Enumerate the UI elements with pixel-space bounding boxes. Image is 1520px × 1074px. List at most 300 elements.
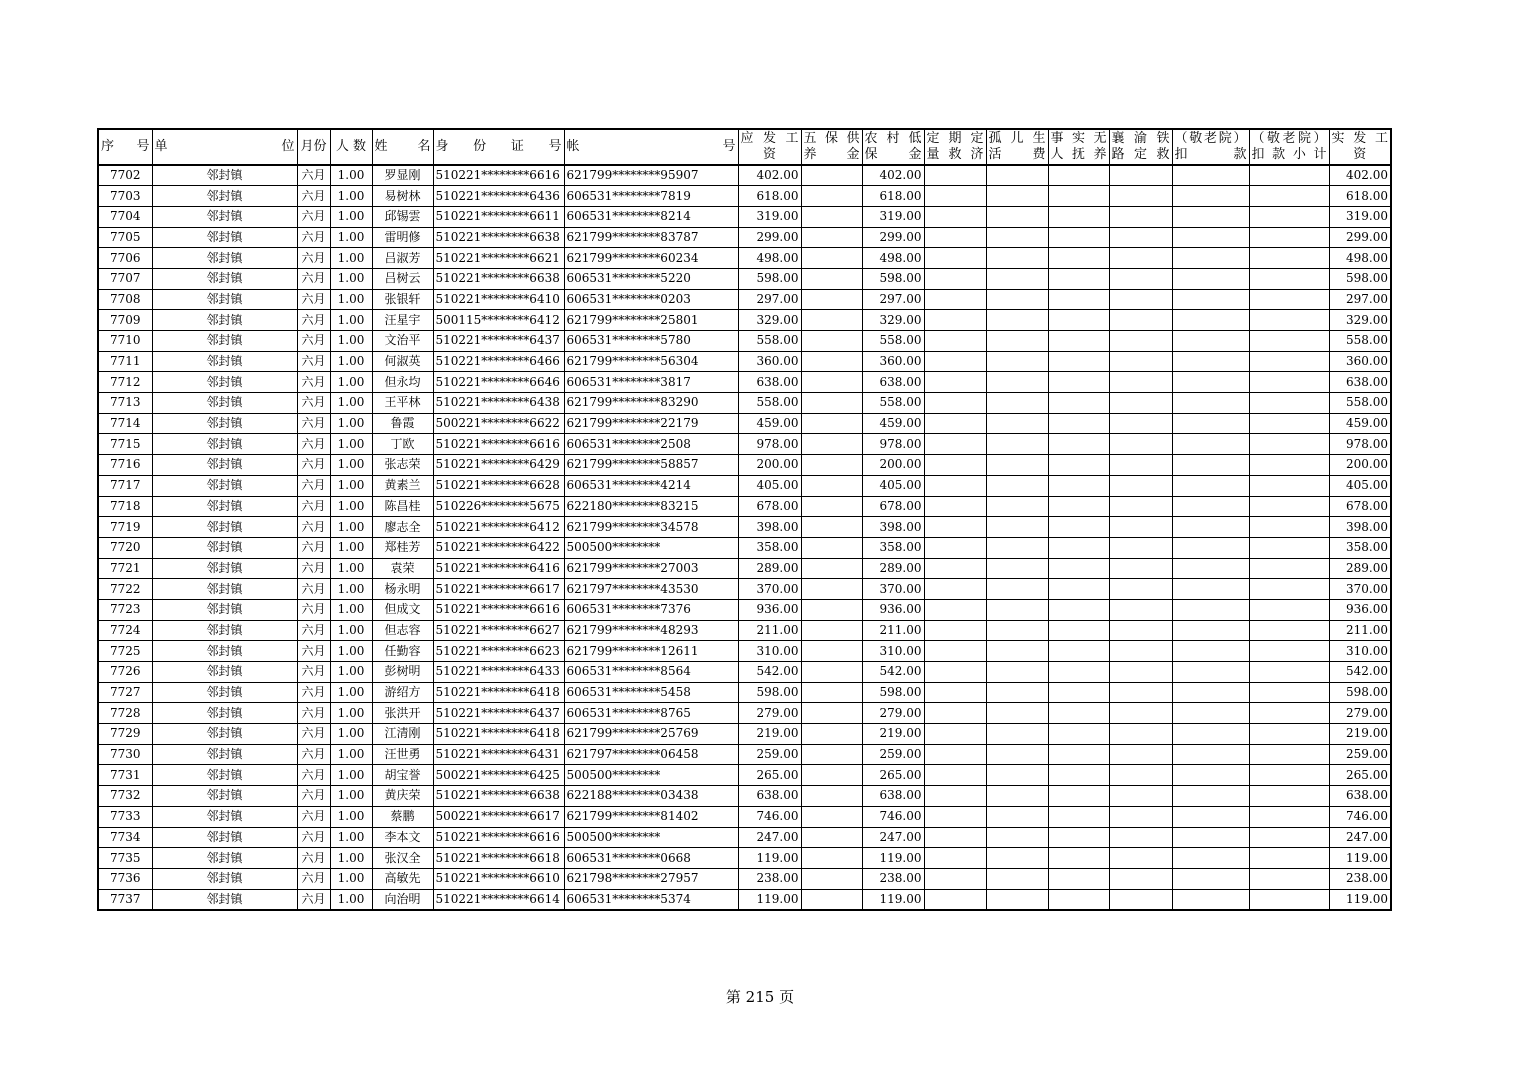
- cell-deduct: [1172, 289, 1249, 310]
- cell-payable: 238.00: [738, 868, 801, 889]
- cell-dingqi: [924, 579, 986, 600]
- cell-dingqi: [924, 186, 986, 207]
- cell-actual: 498.00: [1329, 248, 1391, 269]
- cell-deduct: [1172, 393, 1249, 414]
- table-row: [98, 186, 1391, 207]
- table-row: [98, 579, 1391, 600]
- cell-people: 1.00: [330, 206, 372, 227]
- table-row: [98, 662, 1391, 683]
- cell-name: 张银轩: [372, 289, 433, 310]
- cell-account: 500500********: [564, 537, 738, 558]
- cell-account: 606531********5458: [564, 682, 738, 703]
- cell-wubao: [801, 517, 862, 538]
- cell-xiangyu: [1109, 206, 1172, 227]
- cell-dibao: 398.00: [862, 517, 924, 538]
- cell-deduct: [1172, 268, 1249, 289]
- cell-name: 罗显刚: [372, 165, 433, 186]
- cell-dibao: 978.00: [862, 434, 924, 455]
- cell-deduct-subtotal: [1249, 537, 1329, 558]
- cell-account: 606531********8564: [564, 662, 738, 683]
- col-header-wubao: 五 保 供 养 金: [801, 129, 862, 165]
- cell-month: 六月: [297, 744, 330, 765]
- cell-orphan: [986, 393, 1048, 414]
- cell-account: 621797********06458: [564, 744, 738, 765]
- cell-actual: 598.00: [1329, 682, 1391, 703]
- cell-deduct: [1172, 331, 1249, 352]
- cell-name: 邱锡雲: [372, 206, 433, 227]
- table-row: [98, 475, 1391, 496]
- cell-xiangyu: [1109, 372, 1172, 393]
- cell-name: 廖志全: [372, 517, 433, 538]
- cell-payable: 329.00: [738, 310, 801, 331]
- cell-xiangyu: [1109, 868, 1172, 889]
- cell-actual: 299.00: [1329, 227, 1391, 248]
- cell-deduct-subtotal: [1249, 206, 1329, 227]
- cell-month: 六月: [297, 331, 330, 352]
- cell-xiangyu: [1109, 310, 1172, 331]
- cell-payable: 310.00: [738, 641, 801, 662]
- cell-unit: 邻封镇: [152, 496, 297, 517]
- cell-idcard: 510221********6638: [433, 227, 564, 248]
- cell-fuyang: [1048, 806, 1109, 827]
- cell-unit: 邻封镇: [152, 868, 297, 889]
- cell-xiangyu: [1109, 227, 1172, 248]
- cell-orphan: [986, 682, 1048, 703]
- cell-name: 黄庆荣: [372, 786, 433, 807]
- cell-orphan: [986, 455, 1048, 476]
- cell-dingqi: [924, 641, 986, 662]
- cell-xiangyu: [1109, 703, 1172, 724]
- cell-seq: 7705: [98, 227, 152, 248]
- cell-account: 622188********03438: [564, 786, 738, 807]
- cell-seq: 7734: [98, 827, 152, 848]
- cell-unit: 邻封镇: [152, 537, 297, 558]
- cell-dibao: 746.00: [862, 806, 924, 827]
- cell-account: 606531********5374: [564, 889, 738, 910]
- cell-account: 621799********58857: [564, 455, 738, 476]
- cell-wubao: [801, 806, 862, 827]
- cell-wubao: [801, 393, 862, 414]
- table-row: [98, 558, 1391, 579]
- cell-people: 1.00: [330, 868, 372, 889]
- cell-idcard: 510221********6437: [433, 703, 564, 724]
- cell-account: 606531********7819: [564, 186, 738, 207]
- cell-seq: 7717: [98, 475, 152, 496]
- cell-account: 621799********83787: [564, 227, 738, 248]
- cell-fuyang: [1048, 579, 1109, 600]
- cell-deduct-subtotal: [1249, 868, 1329, 889]
- cell-seq: 7722: [98, 579, 152, 600]
- table-row: [98, 248, 1391, 269]
- cell-payable: 289.00: [738, 558, 801, 579]
- cell-seq: 7724: [98, 620, 152, 641]
- col-header-deduct-subtotal: （敬老院） 扣 款 小 计: [1249, 129, 1329, 165]
- cell-dingqi: [924, 248, 986, 269]
- cell-payable: 370.00: [738, 579, 801, 600]
- cell-dibao: 200.00: [862, 455, 924, 476]
- cell-dingqi: [924, 455, 986, 476]
- cell-actual: 618.00: [1329, 186, 1391, 207]
- cell-month: 六月: [297, 848, 330, 869]
- cell-account: 621799********25769: [564, 724, 738, 745]
- cell-actual: 402.00: [1329, 165, 1391, 186]
- cell-idcard: 500221********6622: [433, 413, 564, 434]
- cell-actual: 310.00: [1329, 641, 1391, 662]
- cell-actual: 265.00: [1329, 765, 1391, 786]
- cell-account: 621799********27003: [564, 558, 738, 579]
- cell-unit: 邻封镇: [152, 662, 297, 683]
- cell-unit: 邻封镇: [152, 268, 297, 289]
- cell-seq: 7703: [98, 186, 152, 207]
- cell-name: 汪星宇: [372, 310, 433, 331]
- cell-dingqi: [924, 744, 986, 765]
- cell-deduct-subtotal: [1249, 475, 1329, 496]
- cell-fuyang: [1048, 289, 1109, 310]
- cell-deduct: [1172, 848, 1249, 869]
- cell-people: 1.00: [330, 393, 372, 414]
- cell-orphan: [986, 517, 1048, 538]
- cell-month: 六月: [297, 579, 330, 600]
- cell-idcard: 510221********6611: [433, 206, 564, 227]
- cell-orphan: [986, 248, 1048, 269]
- cell-deduct-subtotal: [1249, 786, 1329, 807]
- cell-dingqi: [924, 165, 986, 186]
- cell-name: 张志荣: [372, 455, 433, 476]
- col-header-name: 姓 名: [372, 129, 433, 165]
- cell-dingqi: [924, 537, 986, 558]
- cell-orphan: [986, 475, 1048, 496]
- cell-xiangyu: [1109, 186, 1172, 207]
- cell-dingqi: [924, 682, 986, 703]
- cell-dingqi: [924, 475, 986, 496]
- cell-wubao: [801, 537, 862, 558]
- cell-deduct: [1172, 599, 1249, 620]
- cell-seq: 7721: [98, 558, 152, 579]
- cell-payable: 746.00: [738, 806, 801, 827]
- cell-deduct-subtotal: [1249, 248, 1329, 269]
- cell-account: 621799********22179: [564, 413, 738, 434]
- cell-name: 高敏先: [372, 868, 433, 889]
- table-row: [98, 165, 1391, 186]
- col-header-deduct: （敬老院） 扣 款: [1172, 129, 1249, 165]
- cell-fuyang: [1048, 206, 1109, 227]
- cell-idcard: 510221********6410: [433, 289, 564, 310]
- cell-unit: 邻封镇: [152, 165, 297, 186]
- cell-unit: 邻封镇: [152, 413, 297, 434]
- table-row: [98, 868, 1391, 889]
- table-row: [98, 434, 1391, 455]
- cell-unit: 邻封镇: [152, 641, 297, 662]
- cell-payable: 358.00: [738, 537, 801, 558]
- cell-name: 文治平: [372, 331, 433, 352]
- cell-wubao: [801, 868, 862, 889]
- cell-seq: 7735: [98, 848, 152, 869]
- cell-dibao: 265.00: [862, 765, 924, 786]
- cell-dibao: 638.00: [862, 372, 924, 393]
- cell-deduct-subtotal: [1249, 558, 1329, 579]
- payroll-table: [97, 128, 1392, 911]
- cell-dingqi: [924, 206, 986, 227]
- cell-wubao: [801, 268, 862, 289]
- cell-xiangyu: [1109, 331, 1172, 352]
- cell-dibao: 370.00: [862, 579, 924, 600]
- cell-wubao: [801, 331, 862, 352]
- cell-deduct-subtotal: [1249, 455, 1329, 476]
- cell-idcard: 510221********6621: [433, 248, 564, 269]
- cell-dibao: 310.00: [862, 641, 924, 662]
- cell-orphan: [986, 351, 1048, 372]
- cell-orphan: [986, 703, 1048, 724]
- cell-seq: 7723: [98, 599, 152, 620]
- cell-deduct: [1172, 455, 1249, 476]
- cell-seq: 7711: [98, 351, 152, 372]
- cell-name: 陈昌桂: [372, 496, 433, 517]
- cell-actual: 558.00: [1329, 393, 1391, 414]
- cell-account: 606531********5220: [564, 268, 738, 289]
- cell-orphan: [986, 558, 1048, 579]
- cell-payable: 360.00: [738, 351, 801, 372]
- cell-payable: 558.00: [738, 331, 801, 352]
- cell-xiangyu: [1109, 413, 1172, 434]
- cell-xiangyu: [1109, 393, 1172, 414]
- cell-dingqi: [924, 289, 986, 310]
- cell-deduct: [1172, 537, 1249, 558]
- cell-people: 1.00: [330, 186, 372, 207]
- cell-unit: 邻封镇: [152, 724, 297, 745]
- cell-account: 606531********4214: [564, 475, 738, 496]
- cell-orphan: [986, 786, 1048, 807]
- cell-fuyang: [1048, 868, 1109, 889]
- cell-actual: 297.00: [1329, 289, 1391, 310]
- cell-people: 1.00: [330, 703, 372, 724]
- cell-xiangyu: [1109, 455, 1172, 476]
- cell-orphan: [986, 186, 1048, 207]
- cell-dingqi: [924, 765, 986, 786]
- cell-deduct: [1172, 806, 1249, 827]
- cell-fuyang: [1048, 682, 1109, 703]
- cell-fuyang: [1048, 620, 1109, 641]
- cell-idcard: 500115********6412: [433, 310, 564, 331]
- cell-seq: 7728: [98, 703, 152, 724]
- cell-orphan: [986, 744, 1048, 765]
- cell-month: 六月: [297, 310, 330, 331]
- cell-unit: 邻封镇: [152, 186, 297, 207]
- cell-account: 621799********25801: [564, 310, 738, 331]
- cell-people: 1.00: [330, 682, 372, 703]
- cell-deduct: [1172, 206, 1249, 227]
- cell-account: 500500********: [564, 827, 738, 848]
- table-row: [98, 227, 1391, 248]
- cell-actual: 638.00: [1329, 372, 1391, 393]
- cell-dingqi: [924, 703, 986, 724]
- cell-orphan: [986, 537, 1048, 558]
- cell-wubao: [801, 641, 862, 662]
- cell-people: 1.00: [330, 372, 372, 393]
- cell-xiangyu: [1109, 351, 1172, 372]
- cell-people: 1.00: [330, 641, 372, 662]
- cell-payable: 259.00: [738, 744, 801, 765]
- cell-month: 六月: [297, 372, 330, 393]
- cell-deduct: [1172, 558, 1249, 579]
- cell-people: 1.00: [330, 579, 372, 600]
- cell-dingqi: [924, 268, 986, 289]
- cell-month: 六月: [297, 641, 330, 662]
- cell-idcard: 510221********6638: [433, 786, 564, 807]
- cell-name: 蔡鹏: [372, 806, 433, 827]
- cell-name: 吕淑芳: [372, 248, 433, 269]
- cell-fuyang: [1048, 434, 1109, 455]
- cell-dingqi: [924, 517, 986, 538]
- cell-dibao: 558.00: [862, 331, 924, 352]
- cell-month: 六月: [297, 682, 330, 703]
- cell-fuyang: [1048, 599, 1109, 620]
- table-row: [98, 268, 1391, 289]
- cell-fuyang: [1048, 517, 1109, 538]
- cell-fuyang: [1048, 848, 1109, 869]
- cell-people: 1.00: [330, 827, 372, 848]
- cell-unit: 邻封镇: [152, 331, 297, 352]
- cell-unit: 邻封镇: [152, 786, 297, 807]
- cell-unit: 邻封镇: [152, 227, 297, 248]
- cell-unit: 邻封镇: [152, 744, 297, 765]
- cell-xiangyu: [1109, 827, 1172, 848]
- cell-unit: 邻封镇: [152, 827, 297, 848]
- cell-deduct-subtotal: [1249, 310, 1329, 331]
- cell-unit: 邻封镇: [152, 889, 297, 910]
- cell-orphan: [986, 765, 1048, 786]
- cell-wubao: [801, 186, 862, 207]
- cell-month: 六月: [297, 413, 330, 434]
- cell-actual: 360.00: [1329, 351, 1391, 372]
- cell-deduct: [1172, 310, 1249, 331]
- cell-payable: 498.00: [738, 248, 801, 269]
- cell-people: 1.00: [330, 537, 372, 558]
- cell-unit: 邻封镇: [152, 372, 297, 393]
- cell-xiangyu: [1109, 889, 1172, 910]
- cell-xiangyu: [1109, 806, 1172, 827]
- cell-actual: 119.00: [1329, 848, 1391, 869]
- cell-people: 1.00: [330, 662, 372, 683]
- cell-month: 六月: [297, 289, 330, 310]
- cell-deduct: [1172, 703, 1249, 724]
- cell-payable: 219.00: [738, 724, 801, 745]
- cell-xiangyu: [1109, 599, 1172, 620]
- cell-orphan: [986, 413, 1048, 434]
- cell-seq: 7715: [98, 434, 152, 455]
- cell-xiangyu: [1109, 579, 1172, 600]
- cell-actual: 200.00: [1329, 455, 1391, 476]
- cell-idcard: 510221********6433: [433, 662, 564, 683]
- cell-deduct-subtotal: [1249, 434, 1329, 455]
- cell-deduct: [1172, 496, 1249, 517]
- cell-unit: 邻封镇: [152, 517, 297, 538]
- cell-idcard: 510221********6616: [433, 165, 564, 186]
- col-header-people: 人 数: [330, 129, 372, 165]
- cell-dibao: 297.00: [862, 289, 924, 310]
- col-header-payable: 应 发 工 资: [738, 129, 801, 165]
- cell-orphan: [986, 848, 1048, 869]
- cell-wubao: [801, 620, 862, 641]
- cell-deduct-subtotal: [1249, 517, 1329, 538]
- cell-actual: 459.00: [1329, 413, 1391, 434]
- cell-name: 胡宝誉: [372, 765, 433, 786]
- cell-deduct-subtotal: [1249, 682, 1329, 703]
- cell-xiangyu: [1109, 558, 1172, 579]
- cell-wubao: [801, 765, 862, 786]
- cell-wubao: [801, 662, 862, 683]
- cell-seq: 7713: [98, 393, 152, 414]
- cell-fuyang: [1048, 248, 1109, 269]
- cell-payable: 558.00: [738, 393, 801, 414]
- table-row: [98, 455, 1391, 476]
- cell-idcard: 510221********6627: [433, 620, 564, 641]
- cell-dingqi: [924, 372, 986, 393]
- cell-actual: 638.00: [1329, 786, 1391, 807]
- cell-fuyang: [1048, 889, 1109, 910]
- cell-people: 1.00: [330, 455, 372, 476]
- cell-idcard: 510221********6429: [433, 455, 564, 476]
- cell-fuyang: [1048, 186, 1109, 207]
- cell-dibao: 289.00: [862, 558, 924, 579]
- cell-actual: 319.00: [1329, 206, 1391, 227]
- cell-unit: 邻封镇: [152, 206, 297, 227]
- col-header-seq: 序 号: [98, 129, 152, 165]
- cell-seq: 7719: [98, 517, 152, 538]
- cell-name: 雷明修: [372, 227, 433, 248]
- cell-dibao: 558.00: [862, 393, 924, 414]
- cell-wubao: [801, 599, 862, 620]
- cell-dibao: 360.00: [862, 351, 924, 372]
- cell-month: 六月: [297, 558, 330, 579]
- cell-deduct: [1172, 724, 1249, 745]
- cell-deduct: [1172, 682, 1249, 703]
- cell-people: 1.00: [330, 434, 372, 455]
- cell-unit: 邻封镇: [152, 455, 297, 476]
- cell-deduct-subtotal: [1249, 372, 1329, 393]
- cell-idcard: 510221********6616: [433, 827, 564, 848]
- cell-deduct-subtotal: [1249, 227, 1329, 248]
- cell-payable: 279.00: [738, 703, 801, 724]
- cell-xiangyu: [1109, 475, 1172, 496]
- cell-deduct-subtotal: [1249, 848, 1329, 869]
- cell-xiangyu: [1109, 248, 1172, 269]
- cell-payable: 936.00: [738, 599, 801, 620]
- cell-wubao: [801, 227, 862, 248]
- cell-orphan: [986, 806, 1048, 827]
- cell-account: 621799********12611: [564, 641, 738, 662]
- cell-account: 621797********43530: [564, 579, 738, 600]
- cell-dibao: 238.00: [862, 868, 924, 889]
- cell-xiangyu: [1109, 786, 1172, 807]
- col-header-orphan: 孤 儿 生 活 费: [986, 129, 1048, 165]
- cell-xiangyu: [1109, 165, 1172, 186]
- cell-deduct: [1172, 641, 1249, 662]
- cell-dibao: 259.00: [862, 744, 924, 765]
- cell-orphan: [986, 372, 1048, 393]
- cell-idcard: 510221********6422: [433, 537, 564, 558]
- cell-name: 江清刚: [372, 724, 433, 745]
- cell-month: 六月: [297, 806, 330, 827]
- cell-deduct-subtotal: [1249, 662, 1329, 683]
- cell-month: 六月: [297, 889, 330, 910]
- cell-people: 1.00: [330, 724, 372, 745]
- cell-idcard: 510221********6616: [433, 599, 564, 620]
- cell-wubao: [801, 434, 862, 455]
- cell-actual: 558.00: [1329, 331, 1391, 352]
- table-row: [98, 620, 1391, 641]
- cell-actual: 370.00: [1329, 579, 1391, 600]
- cell-wubao: [801, 579, 862, 600]
